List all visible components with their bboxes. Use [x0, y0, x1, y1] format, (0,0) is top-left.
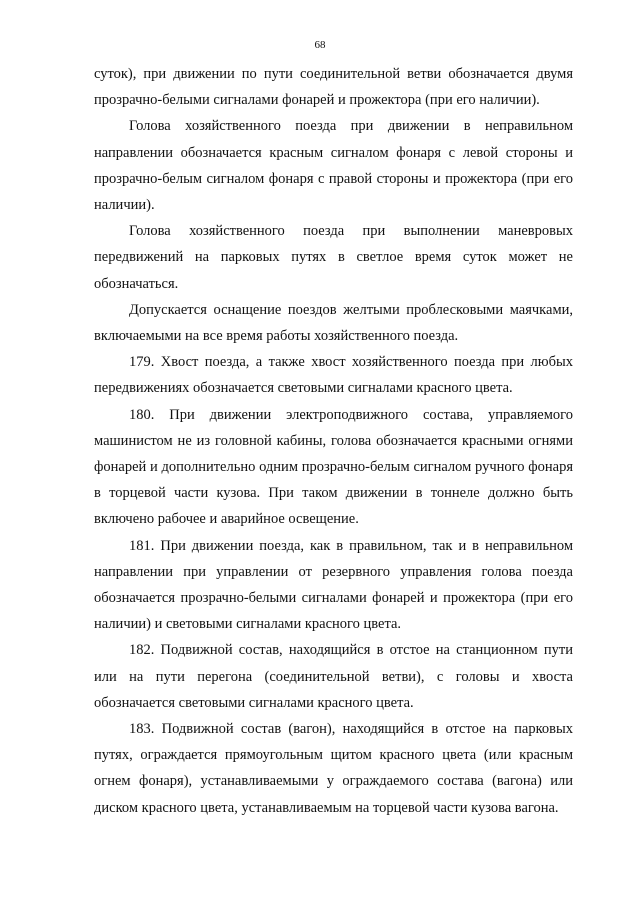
paragraph-180: 180. При движении электроподвижного состава, управляемого машинистом не из головной кабины, голова обозначается красными огнями фонарей и дополнительно одним прозрачно-белым сигналом ручного фонаря в торцевой части кузова. При таком движении в тоннеле должно быть включено рабочее и аварийное освещение. — [94, 406, 573, 528]
paragraph-182: 182. Подвижной состав, находящийся в отстое на станционном пути или на пути перегона (соединительной ветви), с головы и хвоста обозначается световыми сигналами красного цвета. — [94, 642, 573, 711]
document-body — [94, 61, 573, 821]
paragraph-179: 179. Хвост поезда, а также хвост хозяйственного поезда при любых передвижениях обозначается световыми сигналами красного цвета. — [94, 354, 573, 397]
paragraph-181: 181. При движении поезда, как в правильном, так и в неправильном направлении при управлении от резервного управления голова поезда обозначается прозрачно-белыми сигналами фонарей и прожектора (при его наличии) и световыми сигналами красного цвета. — [94, 537, 573, 633]
page-number: 68 — [314, 39, 326, 51]
paragraph-freight-train-head-wrong-direction: Голова хозяйственного поезда при движении в неправильном направлении обозначается красным сигналом фонаря с левой стороны и прозрачно-белым сигналом фонаря с правой стороны и прожектора (при его наличии). — [94, 118, 573, 214]
paragraph-beacons: Допускается оснащение поездов желтыми проблесковыми маячками, включаемыми на все время работы хозяйственного поезда. — [94, 301, 573, 345]
paragraph-freight-train-shunting: Голова хозяйственного поезда при выполнении маневровых передвижений на парковых путях в светлое время суток может не обозначаться. — [94, 223, 573, 292]
paragraph-183: 183. Подвижной состав (вагон), находящийся в отстое на парковых путях, ограждается прямоугольным щитом красного цвета (или красным огнем фонаря), устанавливаемыми у ограждаемого состава (вагона) или диском красного цвета, устанавливаемым на торцевой части кузова вагона. — [94, 721, 573, 816]
paragraph-continuation: суток), при движении по пути соединительной ветви обозначается двумя прозрачно-белыми сигналами фонарей и прожектора (при его наличии). — [94, 66, 573, 109]
